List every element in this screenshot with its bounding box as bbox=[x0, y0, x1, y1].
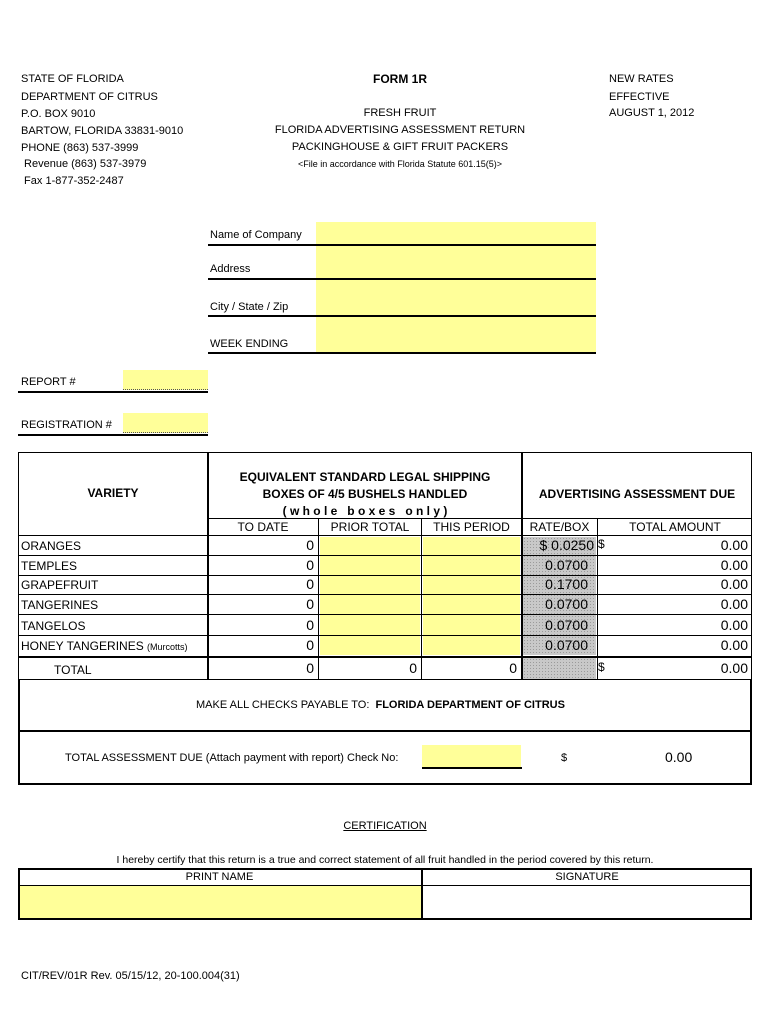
signature-header: SIGNATURE bbox=[555, 871, 619, 883]
divider bbox=[422, 767, 522, 769]
variety-name: TEMPLES bbox=[21, 559, 78, 573]
form-subtitle-line: <File in accordance with Florida Statute 601.15(5)> bbox=[297, 159, 503, 169]
report-number-field[interactable] bbox=[123, 370, 208, 390]
total-prior: 0 bbox=[409, 660, 417, 676]
divider bbox=[18, 656, 752, 658]
divider bbox=[18, 434, 208, 436]
divider bbox=[18, 918, 752, 920]
week-ending-label: WEEK ENDING bbox=[210, 338, 289, 350]
amount-value: 0.00 bbox=[720, 637, 748, 653]
rate-value: 0.0700 bbox=[545, 557, 588, 573]
col-header-this-period: THIS PERIOD bbox=[433, 520, 510, 534]
amount-value: 0.00 bbox=[720, 617, 748, 633]
header-left-line: P.O. BOX 9010 bbox=[21, 108, 96, 120]
divider bbox=[18, 730, 752, 732]
rates-line: AUGUST 1, 2012 bbox=[609, 107, 695, 119]
registration-number-field[interactable] bbox=[123, 413, 208, 433]
address-label: Address bbox=[210, 263, 251, 275]
header-left-line: PHONE (863) 537-3999 bbox=[21, 142, 139, 154]
form-title: FORM 1R bbox=[373, 72, 427, 86]
divider bbox=[750, 679, 752, 784]
company-name-label: Name of Company bbox=[210, 229, 302, 241]
report-number-label: REPORT # bbox=[21, 376, 76, 388]
header-left-line: STATE OF FLORIDA bbox=[21, 73, 124, 85]
variety-note: (Murcotts) bbox=[147, 642, 188, 652]
total-due-label: TOTAL ASSESSMENT DUE (Attach payment with report) Check No: bbox=[65, 752, 399, 764]
boxes-header: EQUIVALENT STANDARD LEGAL SHIPPING bbox=[239, 470, 491, 484]
header-left-line: DEPARTMENT OF CITRUS bbox=[21, 91, 158, 103]
divider bbox=[18, 535, 752, 536]
divider bbox=[18, 594, 752, 595]
to-date-value: 0 bbox=[306, 557, 314, 573]
divider bbox=[18, 679, 20, 784]
city-state-zip-label: City / State / Zip bbox=[210, 301, 289, 313]
form-subtitle-line: FLORIDA ADVERTISING ASSESSMENT RETURN bbox=[274, 124, 526, 136]
variety-header: VARIETY bbox=[87, 486, 139, 500]
amount-value: 0.00 bbox=[720, 576, 748, 592]
rate-value: 0.1700 bbox=[545, 576, 588, 592]
rate-value: 0.0700 bbox=[545, 596, 588, 612]
variety-name: GRAPEFRUIT bbox=[21, 578, 99, 592]
header-left-line: Fax 1-877-352-2487 bbox=[21, 175, 124, 187]
rates-line: EFFECTIVE bbox=[609, 91, 670, 103]
variety-name: TANGERINES bbox=[21, 598, 99, 612]
divider bbox=[18, 614, 752, 615]
variety-label: HONEY TANGERINES bbox=[21, 639, 144, 653]
divider bbox=[208, 352, 596, 354]
registration-number-label: REGISTRATION # bbox=[21, 419, 112, 431]
variety-name bbox=[21, 639, 188, 653]
divider bbox=[18, 635, 752, 636]
certification-title: CERTIFICATION bbox=[343, 820, 427, 832]
certification-statement: I hereby certify that this return is a true and correct statement of all fruit handled in the period covered by this return. bbox=[116, 854, 654, 866]
checks-payable-text bbox=[196, 699, 565, 711]
col-header-prior-total: PRIOR TOTAL bbox=[330, 520, 410, 534]
rate-value: $ 0.0250 bbox=[539, 537, 594, 553]
divider bbox=[123, 432, 208, 433]
to-date-value: 0 bbox=[306, 637, 314, 653]
address-field[interactable] bbox=[316, 246, 596, 278]
assessment-header: ADVERTISING ASSESSMENT DUE bbox=[538, 487, 736, 501]
to-date-value: 0 bbox=[306, 576, 314, 592]
company-name-field[interactable] bbox=[316, 222, 596, 244]
to-date-value: 0 bbox=[306, 617, 314, 633]
total-this-period: 0 bbox=[509, 660, 517, 676]
amount-value: 0.00 bbox=[720, 596, 748, 612]
variety-name: ORANGES bbox=[21, 539, 82, 553]
rate-total-shading bbox=[523, 658, 596, 679]
dollar-sign: $ bbox=[598, 537, 605, 551]
signature-field[interactable] bbox=[423, 886, 750, 918]
amount-value: 0.00 bbox=[720, 557, 748, 573]
divider bbox=[18, 783, 752, 785]
divider bbox=[18, 555, 752, 556]
form-subtitle-line: FRESH FRUIT bbox=[363, 107, 437, 119]
divider bbox=[208, 518, 752, 519]
total-label: TOTAL bbox=[54, 663, 92, 677]
city-state-zip-field[interactable] bbox=[316, 280, 596, 315]
rates-line: NEW RATES bbox=[609, 73, 674, 85]
print-name-header: PRINT NAME bbox=[185, 871, 254, 883]
dollar-sign: $ bbox=[598, 660, 605, 674]
whole-boxes-note: ( w h o l e b o x e s o n l y ) bbox=[282, 504, 448, 518]
divider bbox=[18, 391, 208, 393]
week-ending-field[interactable] bbox=[316, 317, 596, 352]
boxes-header: BOXES OF 4/5 BUSHELS HANDLED bbox=[262, 487, 468, 501]
form-revision-footer: CIT/REV/01R Rev. 05/15/12, 20-100.004(31) bbox=[21, 970, 240, 982]
checks-label: MAKE ALL CHECKS PAYABLE TO: bbox=[196, 699, 370, 711]
total-amount: 0.00 bbox=[720, 660, 748, 676]
dollar-sign: $ bbox=[561, 752, 568, 764]
col-header-to-date: TO DATE bbox=[237, 520, 289, 534]
check-number-field[interactable] bbox=[422, 745, 521, 767]
divider bbox=[18, 868, 752, 870]
total-due-amount: 0.00 bbox=[665, 749, 693, 765]
header-left-line: BARTOW, FLORIDA 33831-9010 bbox=[21, 125, 184, 137]
header-left-line: Revenue (863) 537-3979 bbox=[21, 158, 147, 170]
rate-value: 0.0700 bbox=[545, 617, 588, 633]
form-subtitle-line: PACKINGHOUSE & GIFT FRUIT PACKERS bbox=[291, 141, 509, 153]
amount-value: 0.00 bbox=[720, 537, 748, 553]
print-name-field[interactable] bbox=[20, 886, 421, 918]
col-header-total-amount: TOTAL AMOUNT bbox=[629, 520, 721, 534]
col-header-rate: RATE/BOX bbox=[529, 520, 590, 534]
to-date-value: 0 bbox=[306, 596, 314, 612]
rate-value: 0.0700 bbox=[545, 637, 588, 653]
to-date-value: 0 bbox=[306, 537, 314, 553]
divider bbox=[123, 389, 208, 390]
total-to-date: 0 bbox=[306, 660, 314, 676]
variety-name: TANGELOS bbox=[21, 619, 86, 633]
payee-name: FLORIDA DEPARTMENT OF CITRUS bbox=[375, 699, 565, 711]
